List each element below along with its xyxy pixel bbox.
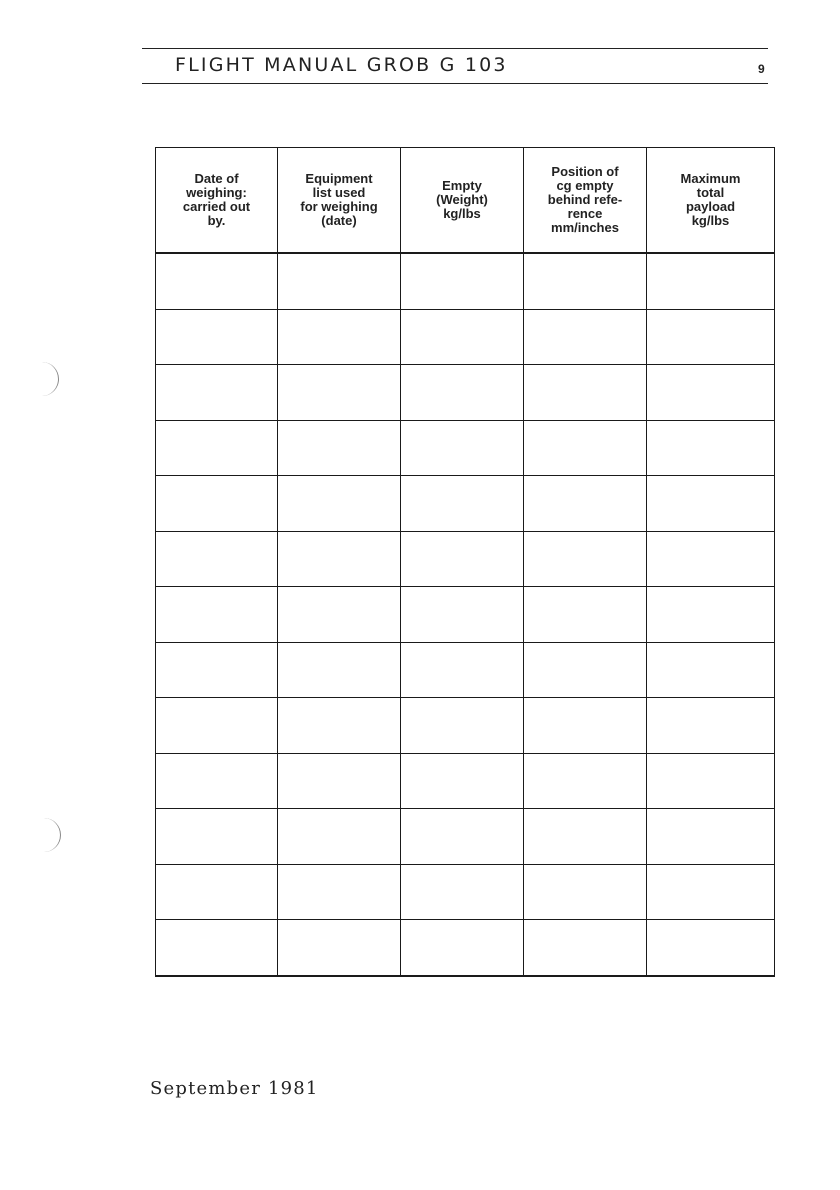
table-row <box>156 253 775 309</box>
table-cell <box>401 309 524 365</box>
table-row <box>156 753 775 809</box>
table-cell <box>156 531 278 587</box>
table-row <box>156 531 775 587</box>
table-cell <box>647 753 775 809</box>
table-cell <box>278 642 401 698</box>
table-cell <box>647 531 775 587</box>
table-cell <box>156 420 278 476</box>
table-cell <box>401 642 524 698</box>
table-cell <box>647 253 775 309</box>
table-row <box>156 920 775 976</box>
table-row <box>156 309 775 365</box>
table-row <box>156 698 775 754</box>
table-cell <box>278 809 401 865</box>
table-cell <box>401 920 524 976</box>
table-cell <box>156 253 278 309</box>
column-header-date-of-weighing: Date of weighing: carried out by. <box>156 148 278 254</box>
table-row <box>156 420 775 476</box>
page-number: 9 <box>758 62 765 76</box>
table-cell <box>401 587 524 643</box>
table-cell <box>401 365 524 421</box>
table-cell <box>156 753 278 809</box>
table-cell <box>647 587 775 643</box>
table-cell <box>647 809 775 865</box>
table-row <box>156 642 775 698</box>
column-header-empty-weight: Empty (Weight) kg/lbs <box>401 148 524 254</box>
table-cell <box>401 476 524 532</box>
table-cell <box>278 420 401 476</box>
table-cell <box>647 642 775 698</box>
table-cell <box>401 420 524 476</box>
table-row <box>156 809 775 865</box>
table-cell <box>401 864 524 920</box>
header-top-rule <box>142 48 768 49</box>
table-cell <box>156 365 278 421</box>
table-cell <box>524 253 647 309</box>
table-cell <box>278 309 401 365</box>
table-cell <box>156 309 278 365</box>
table-cell <box>647 309 775 365</box>
table-row <box>156 587 775 643</box>
punch-hole-mark <box>40 362 59 396</box>
revision-date: September 1981 <box>150 1078 319 1099</box>
table-body <box>156 253 775 976</box>
table-row <box>156 864 775 920</box>
table-cell <box>524 864 647 920</box>
column-header-equipment-list: Equipment list used for weighing (date) <box>278 148 401 254</box>
table-cell <box>156 809 278 865</box>
punch-hole-mark <box>42 818 61 852</box>
table-cell <box>647 476 775 532</box>
column-header-cg-position: Position of cg empty behind refe- rence mm/inches <box>524 148 647 254</box>
table-cell <box>278 531 401 587</box>
table-cell <box>278 920 401 976</box>
table-cell <box>524 365 647 421</box>
table-cell <box>278 253 401 309</box>
table-cell <box>524 698 647 754</box>
table-cell <box>524 642 647 698</box>
column-header-maximum-payload: Maximum total payload kg/lbs <box>647 148 775 254</box>
table-cell <box>524 420 647 476</box>
table-cell <box>156 920 278 976</box>
table-cell <box>647 920 775 976</box>
table-cell <box>524 476 647 532</box>
table-cell <box>156 864 278 920</box>
table-cell <box>278 753 401 809</box>
table-row <box>156 476 775 532</box>
table-cell <box>524 531 647 587</box>
table-cell <box>524 753 647 809</box>
table-cell <box>401 698 524 754</box>
header-bottom-rule <box>142 83 768 84</box>
table-cell <box>401 253 524 309</box>
table-cell <box>278 365 401 421</box>
table-cell <box>524 309 647 365</box>
table-cell <box>401 809 524 865</box>
table-cell <box>156 587 278 643</box>
table-cell <box>524 920 647 976</box>
table-cell <box>401 531 524 587</box>
manual-title: FLIGHT MANUAL GROB G 103 <box>175 54 508 76</box>
table-cell <box>278 476 401 532</box>
table-cell <box>647 420 775 476</box>
table-cell <box>278 698 401 754</box>
table-cell <box>278 864 401 920</box>
table-cell <box>647 365 775 421</box>
table-cell <box>156 476 278 532</box>
table-cell <box>278 587 401 643</box>
table-cell <box>524 587 647 643</box>
table-cell <box>647 864 775 920</box>
table-cell <box>524 809 647 865</box>
table-cell <box>401 753 524 809</box>
table-row <box>156 365 775 421</box>
table-cell <box>156 642 278 698</box>
table-header-row <box>156 148 775 254</box>
table-cell <box>647 698 775 754</box>
weighing-record-table <box>155 147 775 977</box>
table-cell <box>156 698 278 754</box>
